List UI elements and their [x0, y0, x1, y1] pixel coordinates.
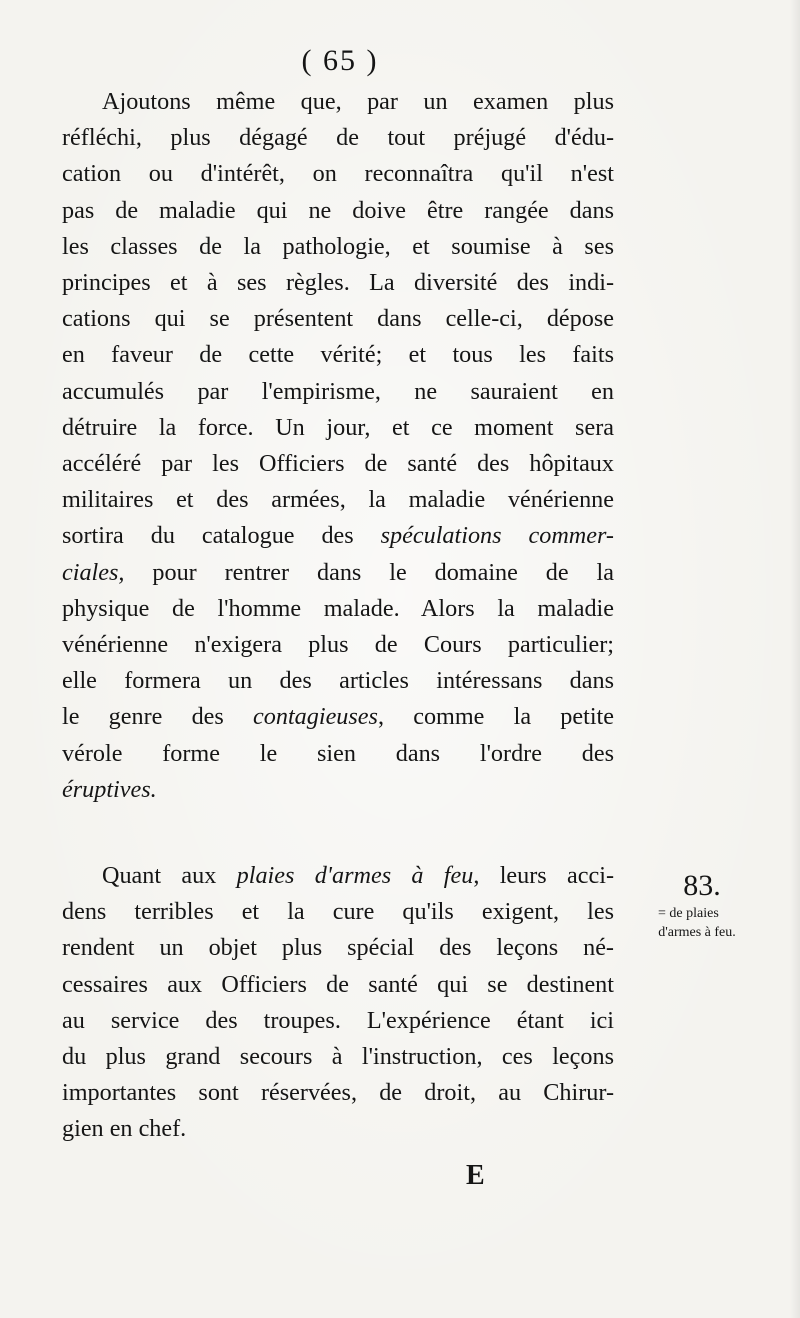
text-line: détruire la force. Un jour, et ce moment sera: [62, 413, 614, 441]
text-run: , leurs acci-: [473, 862, 615, 890]
text-line: vérole forme le sien dans l'ordre des: [62, 739, 614, 767]
text-line: pas de maladie qui ne doive être rangée dans: [62, 196, 614, 224]
text-line: du plus grand secours à l'instruction, ces leçons: [62, 1043, 614, 1071]
margin-note-line: d'armes à feu.: [658, 925, 736, 940]
text-line: [62, 772, 614, 808]
margin-note-text: [622, 904, 772, 942]
text-line: [62, 518, 614, 554]
text-line: [62, 699, 614, 735]
margin-note: [622, 868, 772, 942]
italic-run: spéculations commer-: [380, 522, 614, 550]
italic-run: ciales,: [62, 558, 125, 586]
text-line: en faveur de cette vérité; et tous les faits: [62, 341, 614, 369]
text-line: au service des troupes. L'expérience étant ici: [62, 1006, 614, 1034]
text-line: rendent un objet plus spécial des leçons né-: [62, 934, 614, 962]
text-line: dens terribles et la cure qu'ils exigent, les: [62, 898, 614, 926]
text-line: importantes sont réservées, de droit, au Chirur-: [62, 1079, 614, 1107]
italic-run: éruptives.: [62, 775, 157, 803]
text-line: militaires et des armées, la maladie vénérienne: [62, 486, 614, 514]
text-line: gien en chef.: [62, 1115, 187, 1143]
text-line: accumulés par l'empirisme, ne sauraient en: [62, 377, 614, 405]
text-line: les classes de la pathologie, et soumise à ses: [62, 232, 614, 260]
text-line: cation ou d'intérêt, on reconnaîtra qu'il n'est: [62, 160, 614, 188]
text-line: principes et à ses règles. La diversité des indi-: [62, 269, 614, 297]
paragraph-2: [62, 858, 614, 1148]
text-line: vénérienne n'exigera plus de Cours particulier;: [62, 631, 614, 659]
text-run: Quant aux: [102, 862, 237, 890]
italic-run: plaies d'armes à feu: [236, 862, 474, 890]
margin-note-number: 83.: [683, 869, 721, 902]
text-line: réfléchi, plus dégagé de tout préjugé d'édu-: [62, 124, 614, 152]
text-line: [62, 858, 614, 894]
text-line: Ajoutons même que, par un examen plus: [102, 88, 614, 115]
page-number: ( 65 ): [301, 44, 379, 77]
text-line: cessaires aux Officiers de santé qui se destinent: [62, 970, 614, 998]
margin-note-line: = de plaies: [658, 906, 719, 921]
text-line: physique de l'homme malade. Alors la maladie: [62, 594, 614, 622]
paragraph-1: [62, 84, 614, 808]
main-text: [62, 84, 614, 1148]
text-run: le genre des: [62, 703, 254, 731]
text-line: [62, 555, 614, 591]
text-line: cations qui se présentent dans celle-ci, dépose: [62, 305, 614, 333]
italic-run: contagieuses: [253, 703, 378, 731]
page-edge: [790, 0, 800, 1318]
text-line: accéléré par les Officiers de santé des hôpitaux: [62, 450, 614, 478]
text-run: , comme la petite: [377, 703, 614, 731]
text-run: pour rentrer dans le domaine de la: [124, 558, 614, 586]
text-line: elle formera un des articles intéressans dans: [62, 667, 614, 695]
text-run: sortira du catalogue des: [62, 522, 381, 550]
signature-mark: E: [466, 1160, 485, 1191]
